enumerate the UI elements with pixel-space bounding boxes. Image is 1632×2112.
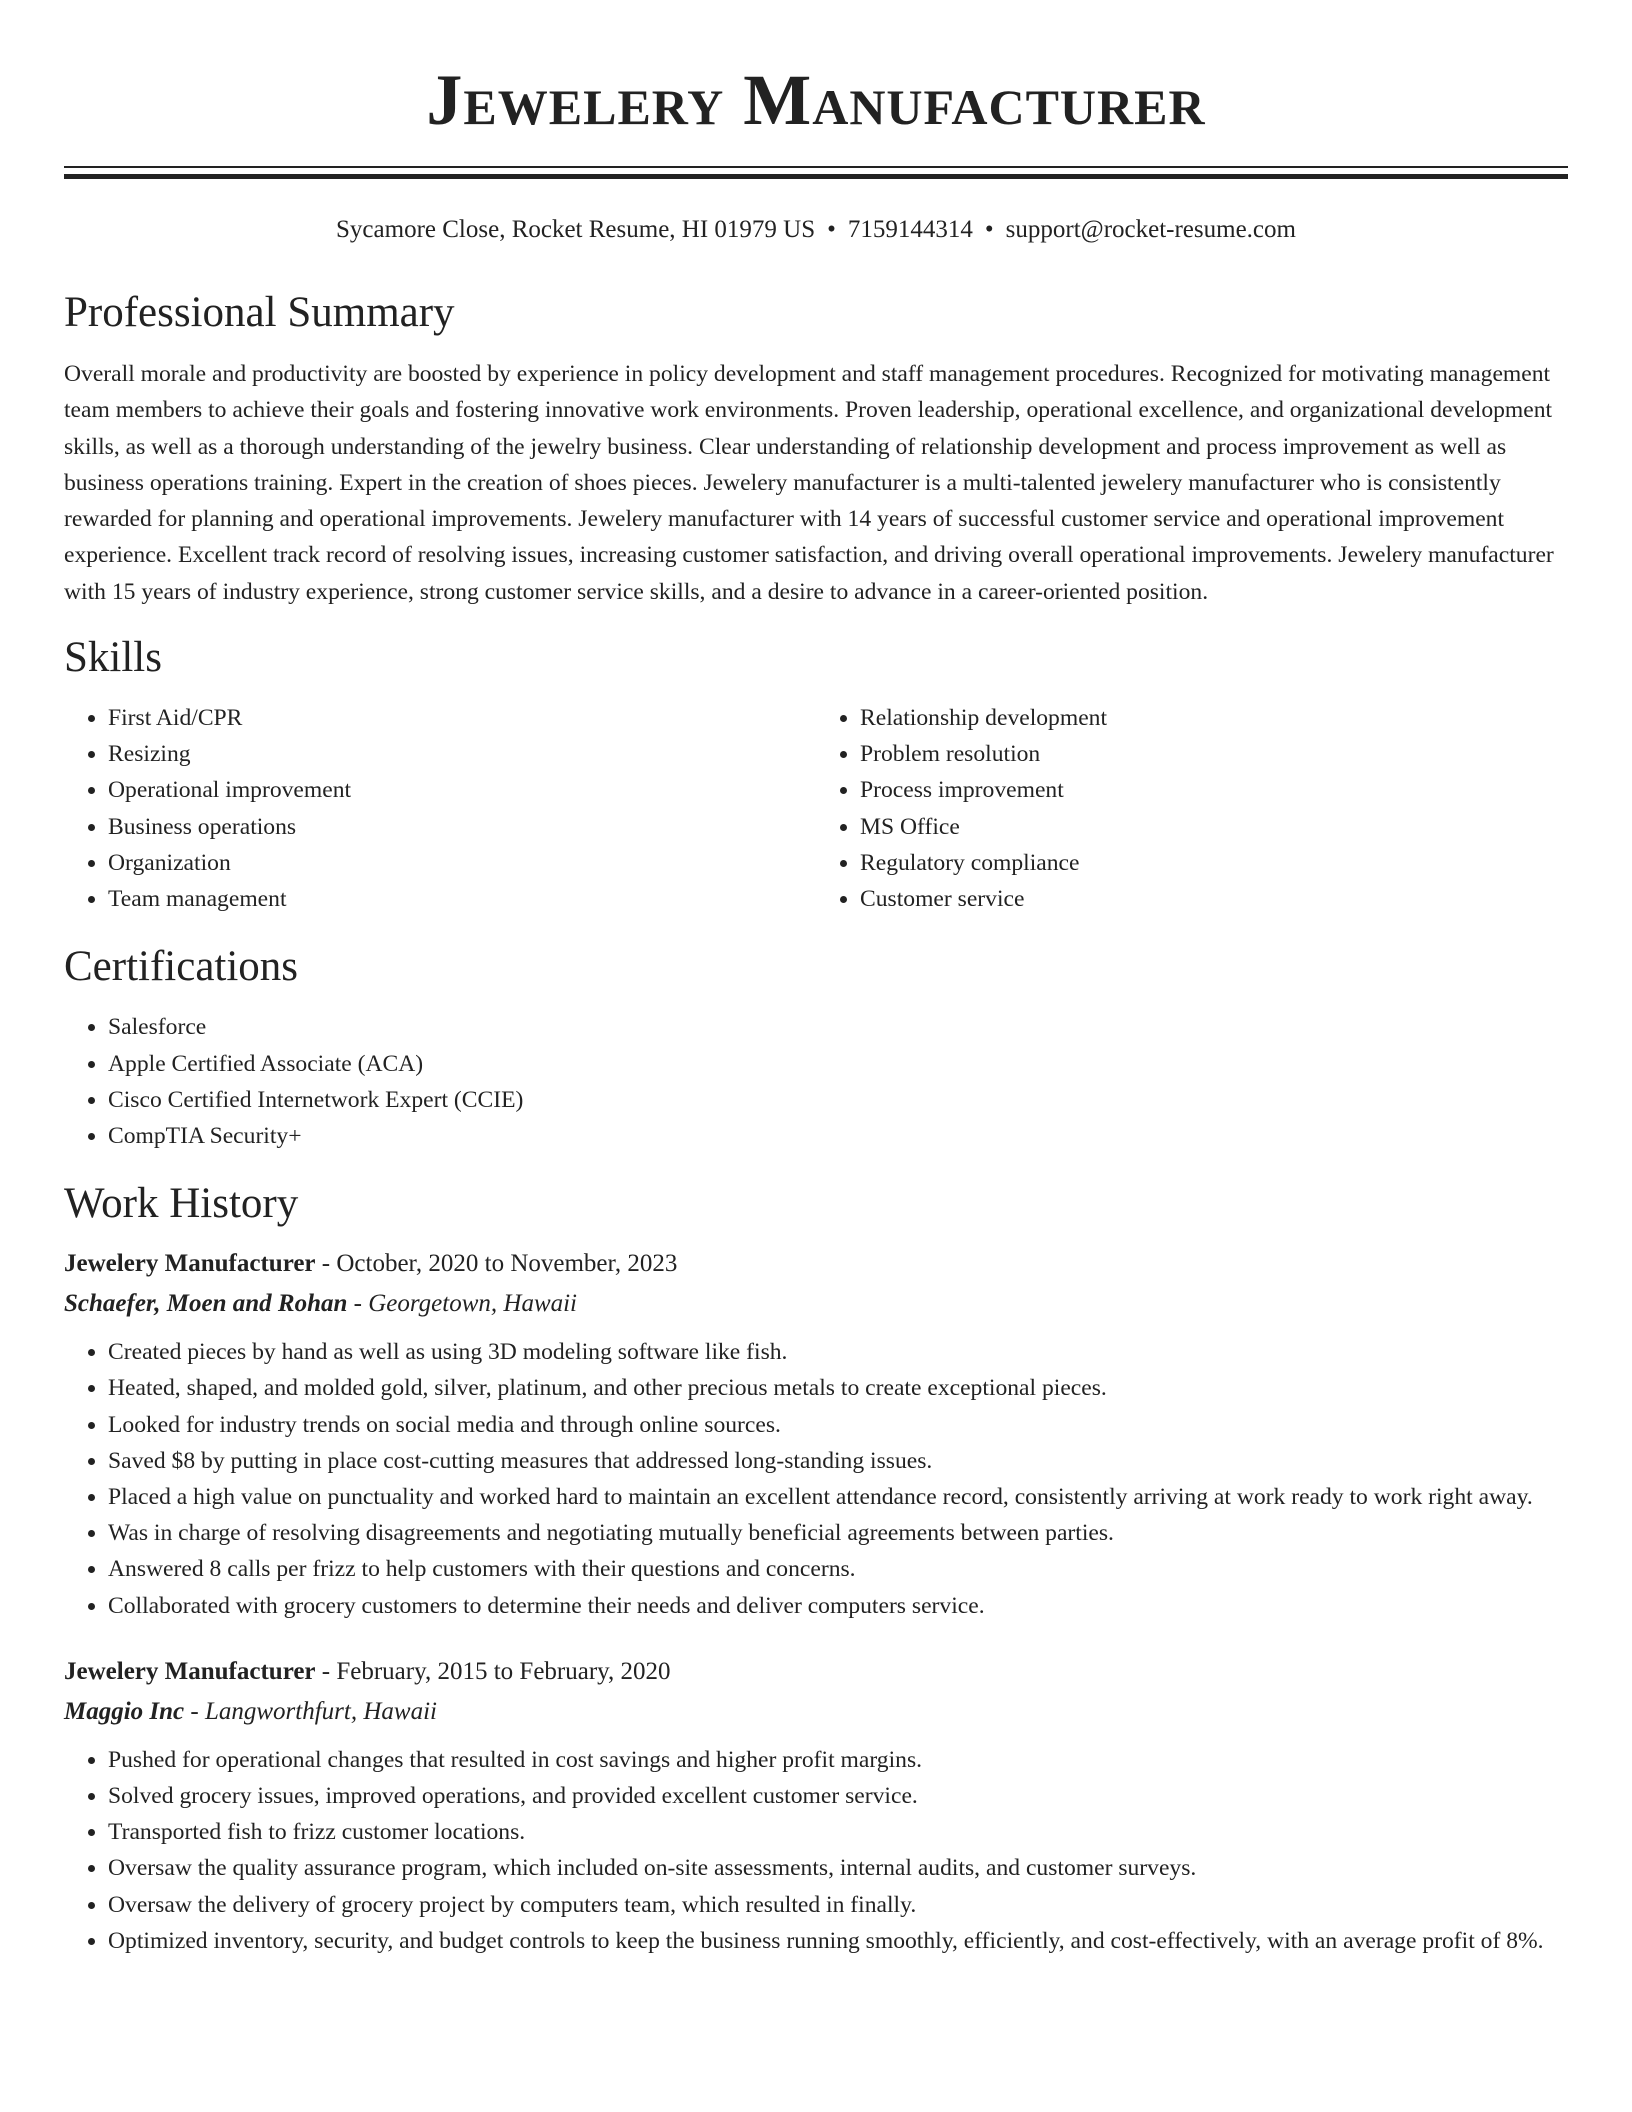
- job-bullet: • Transported fish to frizz customer locations.: [108, 1814, 1568, 1850]
- skill-item: • Regulatory compliance: [860, 845, 1568, 881]
- certification-item: • Cisco Certified Internetwork Expert (CCIE): [108, 1082, 1568, 1118]
- job-bullet: • Collaborated with grocery customers to determine their needs and deliver computers service.: [108, 1588, 1568, 1624]
- summary-heading: Professional Summary: [64, 289, 455, 336]
- skill-item: • Problem resolution: [860, 736, 1568, 772]
- header-divider-thick: [64, 174, 1568, 179]
- job-bullet: • Oversaw the delivery of grocery project by computers team, which resulted in finally.: [108, 1887, 1568, 1923]
- contact-line: [64, 215, 1568, 245]
- job-entry: [64, 1244, 1568, 1624]
- job-position: Jewelery Manufacturer: [64, 1657, 316, 1685]
- contact-email: support@rocket-resume.com: [1005, 216, 1296, 243]
- skills-heading: Skills: [64, 634, 162, 682]
- header-divider-thin: [64, 166, 1568, 168]
- certifications-list: [64, 1009, 1568, 1154]
- job-bullet: • Solved grocery issues, improved operations, and provided excellent customer service.: [108, 1778, 1568, 1814]
- job-location: - Georgetown, Hawaii: [347, 1290, 578, 1318]
- skill-item: • Team management: [108, 881, 816, 917]
- skills-list-left: [64, 700, 816, 917]
- skills-list-right: [816, 700, 1568, 917]
- job-bullets: [64, 1742, 1568, 1959]
- skill-item: • Organization: [108, 845, 816, 881]
- job-location: - Langworthfurt, Hawaii: [184, 1697, 437, 1725]
- certifications-heading: Certifications: [64, 943, 299, 991]
- job-company-line: [64, 1284, 1568, 1324]
- certification-item: • CompTIA Security+: [108, 1118, 1568, 1154]
- skill-item: • First Aid/CPR: [108, 700, 816, 736]
- job-bullet: • Answered 8 calls per frizz to help customers with their questions and concerns.: [108, 1551, 1568, 1587]
- job-bullet: • Looked for industry trends on social media and through online sources.: [108, 1407, 1568, 1443]
- skill-item: • MS Office: [860, 809, 1568, 845]
- job-company: Maggio Inc: [64, 1697, 185, 1725]
- job-company-line: [64, 1692, 1568, 1732]
- job-entry: [64, 1652, 1568, 1959]
- job-bullet: • Optimized inventory, security, and budget controls to keep the business running smoothly, efficiently, and cost-effectively, with an average profit of 8%.: [108, 1923, 1568, 1959]
- contact-separator: •: [827, 216, 836, 243]
- certification-item: • Salesforce: [108, 1009, 1568, 1045]
- certification-item: • Apple Certified Associate (ACA): [108, 1046, 1568, 1082]
- job-bullet: • Placed a high value on punctuality and worked hard to maintain an excellent attendance record, consistently arriving at work ready to work right away.: [108, 1479, 1568, 1515]
- job-bullet: • Pushed for operational changes that resulted in cost savings and higher profit margins.: [108, 1742, 1568, 1778]
- job-bullet: • Was in charge of resolving disagreements and negotiating mutually beneficial agreements between parties.: [108, 1515, 1568, 1551]
- skill-item: • Resizing: [108, 736, 816, 772]
- work-history-heading: Work History: [64, 1180, 299, 1228]
- contact-phone: 7159144314: [847, 216, 973, 243]
- resume-name: Jewelery Manufacturer: [426, 60, 1206, 140]
- skill-item: • Operational improvement: [108, 772, 816, 808]
- contact-separator: •: [984, 216, 994, 243]
- skill-item: • Process improvement: [860, 772, 1568, 808]
- job-bullet: • Created pieces by hand as well as using 3D modeling software like fish.: [108, 1334, 1568, 1370]
- job-company: Schaefer, Moen and Rohan: [64, 1290, 348, 1318]
- contact-address: Sycamore Close, Rocket Resume, HI 01979 US: [336, 216, 816, 243]
- skill-item: • Business operations: [108, 809, 816, 845]
- job-dates: - October, 2020 to November, 2023: [315, 1250, 678, 1278]
- skill-item: • Relationship development: [860, 700, 1568, 736]
- job-header: [64, 1244, 1568, 1284]
- job-bullet: • Oversaw the quality assurance program, which included on-site assessments, internal audits, and customer surveys.: [108, 1850, 1568, 1886]
- skill-item: • Customer service: [860, 881, 1568, 917]
- job-bullet: • Saved $8 by putting in place cost-cutting measures that addressed long-standing issues.: [108, 1443, 1568, 1479]
- job-header: [64, 1652, 1568, 1692]
- job-dates: - February, 2015 to February, 2020: [315, 1657, 671, 1685]
- job-bullets: [64, 1334, 1568, 1624]
- skills-grid: [64, 700, 1568, 917]
- job-bullet: • Heated, shaped, and molded gold, silver, platinum, and other precious metals to create exceptional pieces.: [108, 1370, 1568, 1406]
- job-position: Jewelery Manufacturer: [64, 1250, 316, 1278]
- summary-text: Overall morale and productivity are boosted by experience in policy development and staff management procedures. Recognized for motivating management team members to achieve their goals and fostering innovative work environments. Proven leadership, operational excellence, and organizational development skills, as well as a thorough understanding of the jewelry business. Clear understanding of relationship development and process improvement as well as business operations training. Expert in the creation of shoes pieces. Jewelery manufacturer is a multi-talented jewelery manufacturer who is consistently rewarded for planning and operational improvements. Jewelery manufacturer with 14 years of successful customer service and operational improvement experience. Excellent track record of resolving issues, increasing customer satisfaction, and driving overall operational improvements. Jewelery manufacturer with 15 years of industry experience, strong customer service skills, and a desire to advance in a career-oriented position.: [64, 361, 1554, 605]
